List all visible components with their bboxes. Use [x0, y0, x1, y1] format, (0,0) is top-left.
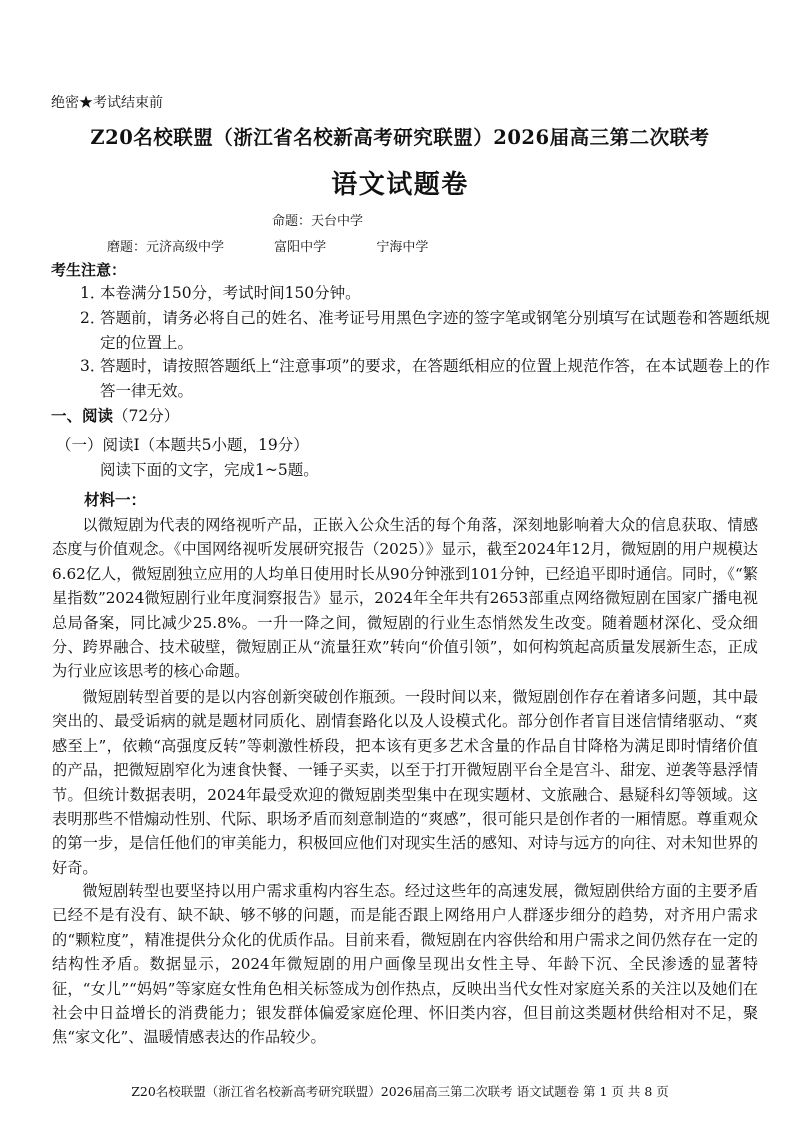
section-heading	[51, 404, 179, 426]
material-paragraph: 微短剧转型首要的是以内容创新突破创作瓶颈。一段时间以来，微短剧创作存在着诸多问题，其中最突出的、最受诟病的就是题材同质化、剧情套路化以及人设模式化。部分创作者盲目迷信情绪驱动、“爽感至上”，依赖“高强度反转”等刺激性桥段，把本该有更多艺术含量的作品自甘降格为满足即时情绪价值的产品，把微短剧窄化为速食快餐、一锤子买卖，以至于打开微短剧平台全是宫斗、甜宠、逆袭等悬浮情节。但统计数据表明，2024年最受欢迎的微短剧类型集中在现实题材、文旅融合、悬疑科幻等领域。这表明那些不惜煽动性别、代际、职场矛盾而刻意制造的“爽感”，很可能只是创作者的一厢情愿。尊重观众的第一步，是信任他们的审美能力，积极回应他们对现实生活的感知、对诗与远方的向往、对未知世界的好奇。	[52, 688, 758, 877]
polisher-school: 富阳中学	[274, 240, 327, 255]
section-title: 一、阅读	[51, 406, 114, 425]
section-score: （72分）	[113, 407, 180, 425]
polisher-school: 宁海中学	[376, 240, 429, 255]
polisher-school: 元济高级中学	[146, 240, 225, 255]
notice-item	[80, 281, 770, 306]
material-paragraph: 微短剧转型也要坚持以用户需求重构内容生态。经过这些年的高速发展，微短剧供给方面的主要矛盾已经不是有没有、缺不缺、够不够的问题，而是能否跟上网络用户人群逐步细分的趋势，对齐用户需求的“颗粒度”，精准提供分众化的优质作品。目前来看，微短剧在内容供给和用户需求之间仍然存在一定的结构性矛盾。数据显示，2024年微短剧的用户画像呈现出女性主导、年龄下沉、全民渗透的显著特征，“女儿”“妈妈”等家庭女性角色相关标签成为创作热点，反映出当代女性对家庭关系的关注以及她们在社会中日益增长的消费能力；银发群体偏爱家庭伦理、怀旧类内容，但目前这类题材供给相对不足，聚焦“家文化”、温暖情感表达的作品较少。	[52, 882, 758, 1047]
notice-number: 3．	[80, 357, 106, 375]
exam-title: Z20名校联盟（浙江省名校新高考研究联盟）2026届高三第二次联考	[90, 126, 710, 149]
polisher-label: 磨题：	[107, 240, 147, 255]
notice-text: 本卷满分150分，考试时间150分钟。	[100, 284, 361, 302]
proposer-line: 命题：天台中学	[272, 214, 364, 229]
notice-item	[80, 354, 770, 403]
notice-text: 答题时，请按照答题纸上“注意事项”的要求，在答题纸相应的位置上规范作答，在本试题卷上的作答一律无效。	[100, 357, 770, 400]
confidential-label: 绝密★考试结束前	[51, 95, 163, 111]
material-label: 材料一：	[84, 490, 147, 509]
polisher-label-and-school-1	[107, 236, 224, 255]
subsection-heading: （一）阅读Ⅰ（本题共5小题，19分）	[56, 436, 309, 454]
notice-number: 2．	[80, 309, 106, 327]
material-paragraph: 以微短剧为代表的网络视听产品，正嵌入公众生活的每个角落，深刻地影响着大众的信息获取、情感态度与价值观念。《中国网络视听发展研究报告（2025）》显示，截至2024年12月，微短剧的用户规模达6.62亿人，微短剧独立应用的人均单日使用时长从90分钟涨到101分钟，已经追平即时通信。同时，《“繁星指数”2024微短剧行业年度洞察报告》显示，2024年全年共有2653部重点网络微短剧在国家广播电视总局备案，同比减少25.8%。一升一降之间，微短剧的行业生态悄然发生改变。随着题材深化、受众细分、跨界融合、技术破壁，微短剧正从“流量狂欢”转向“价值引领”，如何构筑起高质量发展新生态，正成为行业应该思考的核心命题。	[52, 516, 758, 681]
reading-instruction: 阅读下面的文字，完成1~5题。	[100, 461, 319, 479]
polisher-line	[107, 236, 474, 255]
page-footer: Z20名校联盟（浙江省名校新高考研究联盟）2026届高三第二次联考 语文试题卷 第 1 页 共 8 页	[131, 1084, 669, 1099]
notice-item	[80, 306, 770, 355]
notice-number: 1．	[80, 284, 106, 302]
notice-heading: 考生注意：	[51, 261, 127, 279]
exam-subtitle: 语文试题卷	[331, 170, 469, 200]
notice-text: 答题前，请务必将自己的姓名、准考证号用黑色字迹的签字笔或钢笔分别填写在试题卷和答题纸规定的位置上。	[100, 309, 770, 352]
